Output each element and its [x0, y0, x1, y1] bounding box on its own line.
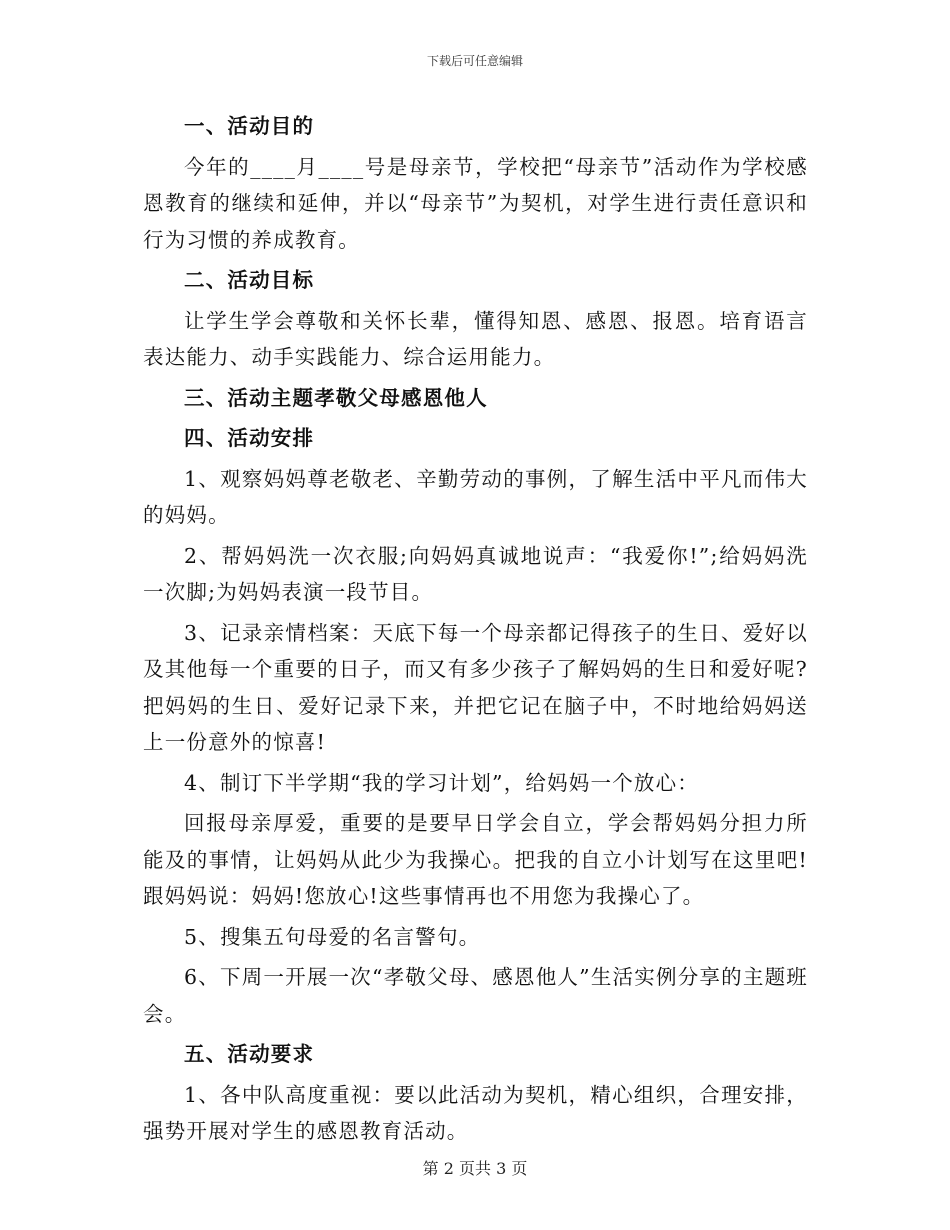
page-header: 下载后可任意编辑: [426, 54, 523, 68]
section-heading: 三、活动主题孝敬父母感恩他人: [184, 385, 488, 410]
section-heading: 二、活动目标: [184, 268, 315, 292]
paragraph: 今年的____月____号是母亲节，学校把“母亲节”活动作为学校感恩教育的继续和延伸，并以“母亲节”为契机，对学生进行责任意识和行为习惯的养成教育。: [143, 154, 808, 252]
paragraph: 回报母亲厚爱，重要的是要早日学会自立，学会帮妈妈分担力所能及的事情，让妈妈从此少为我操心。把我的自立小计划写在这里吧!跟妈妈说：妈妈!您放心!这些事情再也不用您为我操心了。: [143, 811, 808, 908]
paragraph: 让学生学会尊敬和关怀长辈，懂得知恩、感恩、报恩。培育语言表达能力、动手实践能力、综合运用能力。: [143, 308, 808, 369]
paragraph: 6、下周一开展一次“孝敬父母、感恩他人”生活实例分享的主题班会。: [143, 965, 808, 1026]
document-body: [143, 108, 808, 1154]
section-heading: 一、活动目的: [184, 114, 315, 138]
paragraph: 5、搜集五句母爱的名言警句。: [184, 924, 481, 949]
page-number: 第 2 页共 3 页: [422, 1159, 528, 1178]
section-heading: 五、活动要求: [184, 1042, 315, 1066]
section-heading: 四、活动安排: [184, 426, 315, 450]
paragraph: 3、记录亲情档案：天底下每一个母亲都记得孩子的生日、爱好以及其他每一个重要的日子，而又有多少孩子了解妈妈的生日和爱好呢?把妈妈的生日、爱好记录下来，并把它记在脑子中，不时地给妈妈送上一份意外的惊喜!: [143, 620, 808, 754]
paragraph: 2、帮妈妈洗一次衣服;向妈妈真诚地说声：“我爱你!”;给妈妈洗一次脚;为妈妈表演一段节目。: [143, 543, 808, 604]
paragraph: 1、各中队高度重视：要以此活动为契机，精心组织，合理安排，强势开展对学生的感恩教育活动。: [143, 1082, 808, 1143]
paragraph: 4、制订下半学期“我的学习计划”，给妈妈一个放心：: [184, 770, 700, 795]
paragraph: 1、观察妈妈尊老敬老、辛勤劳动的事例，了解生活中平凡而伟大的妈妈。: [143, 466, 808, 527]
